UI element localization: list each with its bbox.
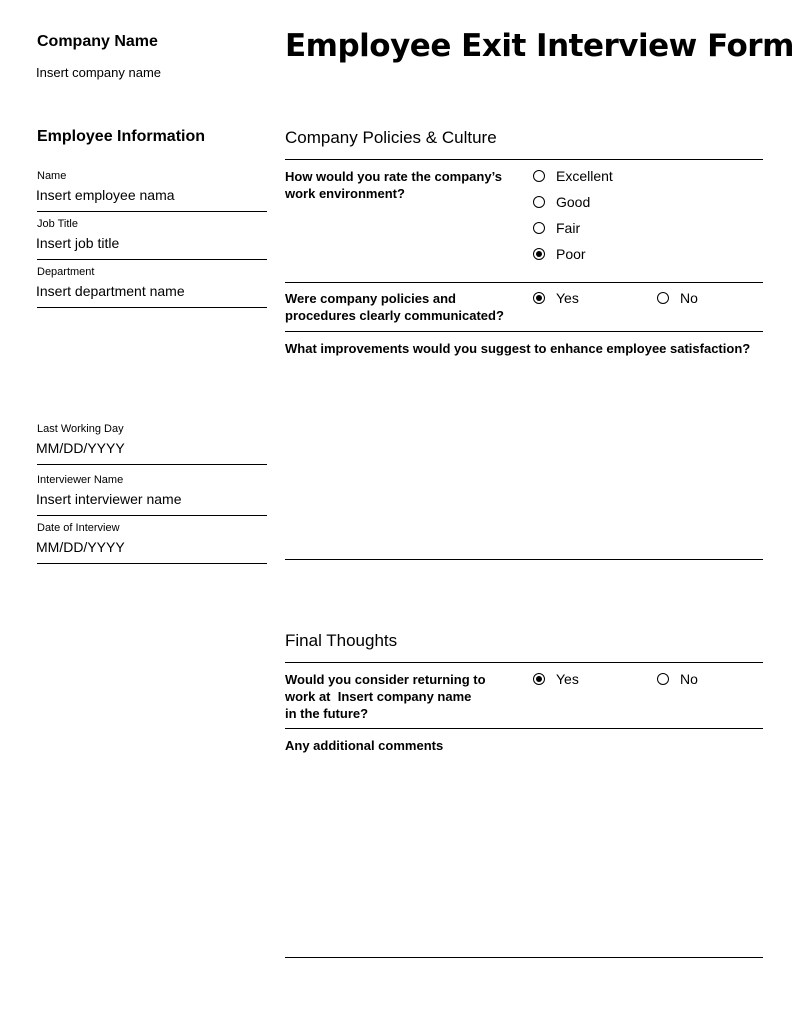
radio-checked-icon bbox=[533, 292, 545, 304]
rating-option-excellent[interactable] bbox=[533, 168, 613, 184]
last-working-day-input[interactable]: MM/DD/YYYY bbox=[36, 440, 125, 456]
policies-heading: Company Policies & Culture bbox=[285, 128, 497, 147]
employee-info-heading: Employee Information bbox=[37, 128, 206, 145]
rating-option-fair[interactable] bbox=[533, 220, 580, 236]
interviewer-name-field[interactable] bbox=[37, 474, 267, 516]
option-label: Fair bbox=[556, 220, 581, 236]
interviewer-name-label: Interviewer Name bbox=[37, 474, 124, 486]
divider bbox=[285, 728, 763, 729]
rating-option-good[interactable] bbox=[533, 194, 590, 210]
divider bbox=[285, 331, 763, 332]
option-label: Yes bbox=[556, 290, 579, 306]
return-question-line: Would you consider returning to bbox=[285, 672, 486, 687]
option-label: Yes bbox=[556, 671, 579, 687]
final-thoughts-heading: Final Thoughts bbox=[285, 631, 398, 650]
job-title-field[interactable] bbox=[37, 218, 267, 260]
additional-comments-question: Any additional comments bbox=[285, 738, 444, 753]
option-label: Good bbox=[556, 194, 591, 210]
radio-unchecked-icon bbox=[533, 196, 545, 208]
divider bbox=[285, 159, 763, 160]
interview-date-label: Date of Interview bbox=[37, 522, 120, 534]
policies-option-yes[interactable] bbox=[533, 290, 579, 306]
return-option-yes[interactable] bbox=[533, 671, 579, 687]
company-name-field[interactable]: Insert company name bbox=[36, 65, 162, 80]
option-label: Poor bbox=[556, 246, 586, 262]
last-working-day-label: Last Working Day bbox=[37, 423, 124, 435]
last-working-day-field[interactable] bbox=[37, 423, 267, 465]
job-title-input[interactable]: Insert job title bbox=[36, 235, 120, 251]
return-option-no[interactable] bbox=[657, 671, 698, 687]
department-field[interactable] bbox=[37, 266, 267, 308]
divider bbox=[285, 282, 763, 283]
department-input[interactable]: Insert department name bbox=[36, 283, 185, 299]
return-question-line: work at Insert company name bbox=[285, 689, 472, 704]
policies-communicated-question: Were company policies and procedures clearly communicated? bbox=[285, 291, 504, 323]
radio-unchecked-icon bbox=[657, 292, 669, 304]
divider bbox=[285, 559, 763, 560]
option-label: No bbox=[680, 290, 698, 306]
interview-date-field[interactable] bbox=[37, 522, 267, 564]
company-name-label: Company Name bbox=[37, 33, 158, 50]
radio-unchecked-icon bbox=[533, 222, 545, 234]
name-label: Name bbox=[37, 170, 67, 182]
divider bbox=[285, 662, 763, 663]
name-input[interactable]: Insert employee nama bbox=[36, 187, 175, 203]
name-field[interactable] bbox=[37, 170, 267, 212]
radio-unchecked-icon bbox=[533, 170, 545, 182]
rating-option-poor[interactable] bbox=[533, 246, 586, 262]
department-label: Department bbox=[37, 266, 95, 278]
radio-checked-icon bbox=[533, 673, 545, 685]
interviewer-name-input[interactable]: Insert interviewer name bbox=[36, 491, 182, 507]
improvements-answer-area[interactable] bbox=[285, 362, 763, 558]
option-label: No bbox=[680, 671, 698, 687]
job-title-label: Job Title bbox=[37, 218, 78, 230]
radio-unchecked-icon bbox=[657, 673, 669, 685]
additional-comments-area[interactable] bbox=[285, 760, 763, 955]
page-title: Employee Exit Interview Form bbox=[285, 28, 794, 64]
improvements-question: What improvements would you suggest to enhance employee satisfaction? bbox=[285, 341, 751, 356]
return-question-line: in the future? bbox=[285, 706, 369, 721]
divider bbox=[285, 957, 763, 958]
work-environment-question: How would you rate the company’s work environment? bbox=[285, 169, 502, 201]
interview-date-input[interactable]: MM/DD/YYYY bbox=[36, 539, 125, 555]
policies-option-no[interactable] bbox=[657, 290, 698, 306]
radio-checked-icon bbox=[533, 248, 545, 260]
option-label: Excellent bbox=[556, 168, 613, 184]
return-question bbox=[285, 671, 520, 722]
